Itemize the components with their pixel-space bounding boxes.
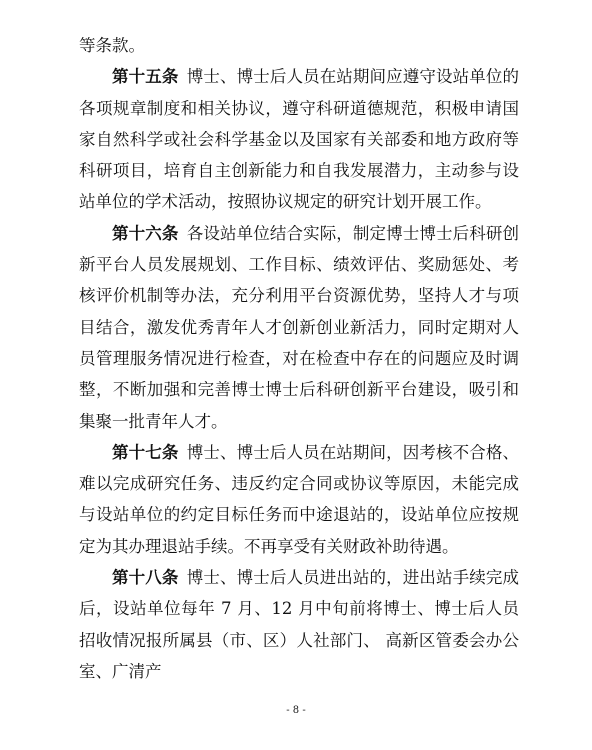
article-15-text: 博士、博士后人员在站期间应遵守设站单位的各项规章制度和相关协议，遵守科研道德规范，积极申请国家自然科学或社会科学基金以及国家有关部委和地方政府等科研项目，培育自主创新能力和自我发展潜力，主动参与设站单位的学术活动，按照协议规定的研究计划开展工作。 (79, 67, 520, 212)
article-16-text: 各设站单位结合实际，制定博士博士后科研创新平台人员发展规划、工作目标、绩效评估、奖励惩处、考核评价机制等办法，充分利用平台资源优势，坚持人才与项目结合，激发优秀青年人才创新创业新活力，同时定期对人员管理服务情况进行检查，对在检查中存在的问题应及时调整，不断加强和完善博士博士后科研创新平台建设，吸引和集聚一批青年人才。 (79, 223, 520, 431)
article-17-text: 博士、博士后人员在站期间，因考核不合格、难以完成研究任务、违反约定合同或协议等原因，未能完成与设站单位的约定目标任务而中途退站的，设站单位应按规定为其办理退站手续。不再享受有关财政补助待遇。 (79, 442, 520, 556)
article-16-number: 第十六条 (112, 223, 179, 243)
document-body (79, 30, 519, 687)
continuation-text: 等条款。 (79, 36, 145, 55)
article-16 (79, 218, 519, 437)
article-17 (79, 437, 519, 562)
article-18-text: 博士、博士后人员进出站的，进出站手续完成后，设站单位每年 7 月、12 月中旬前将博士、博士后人员招收情况报所属县（市、区）人社部门、 高新区管委会办公室、广清产 (79, 568, 520, 681)
article-18-number: 第十八条 (112, 568, 179, 588)
article-15 (79, 61, 519, 217)
article-17-number: 第十七条 (112, 442, 179, 462)
article-18 (79, 562, 519, 687)
page-number: - 8 - (286, 705, 306, 716)
article-15-number: 第十五条 (112, 67, 179, 87)
